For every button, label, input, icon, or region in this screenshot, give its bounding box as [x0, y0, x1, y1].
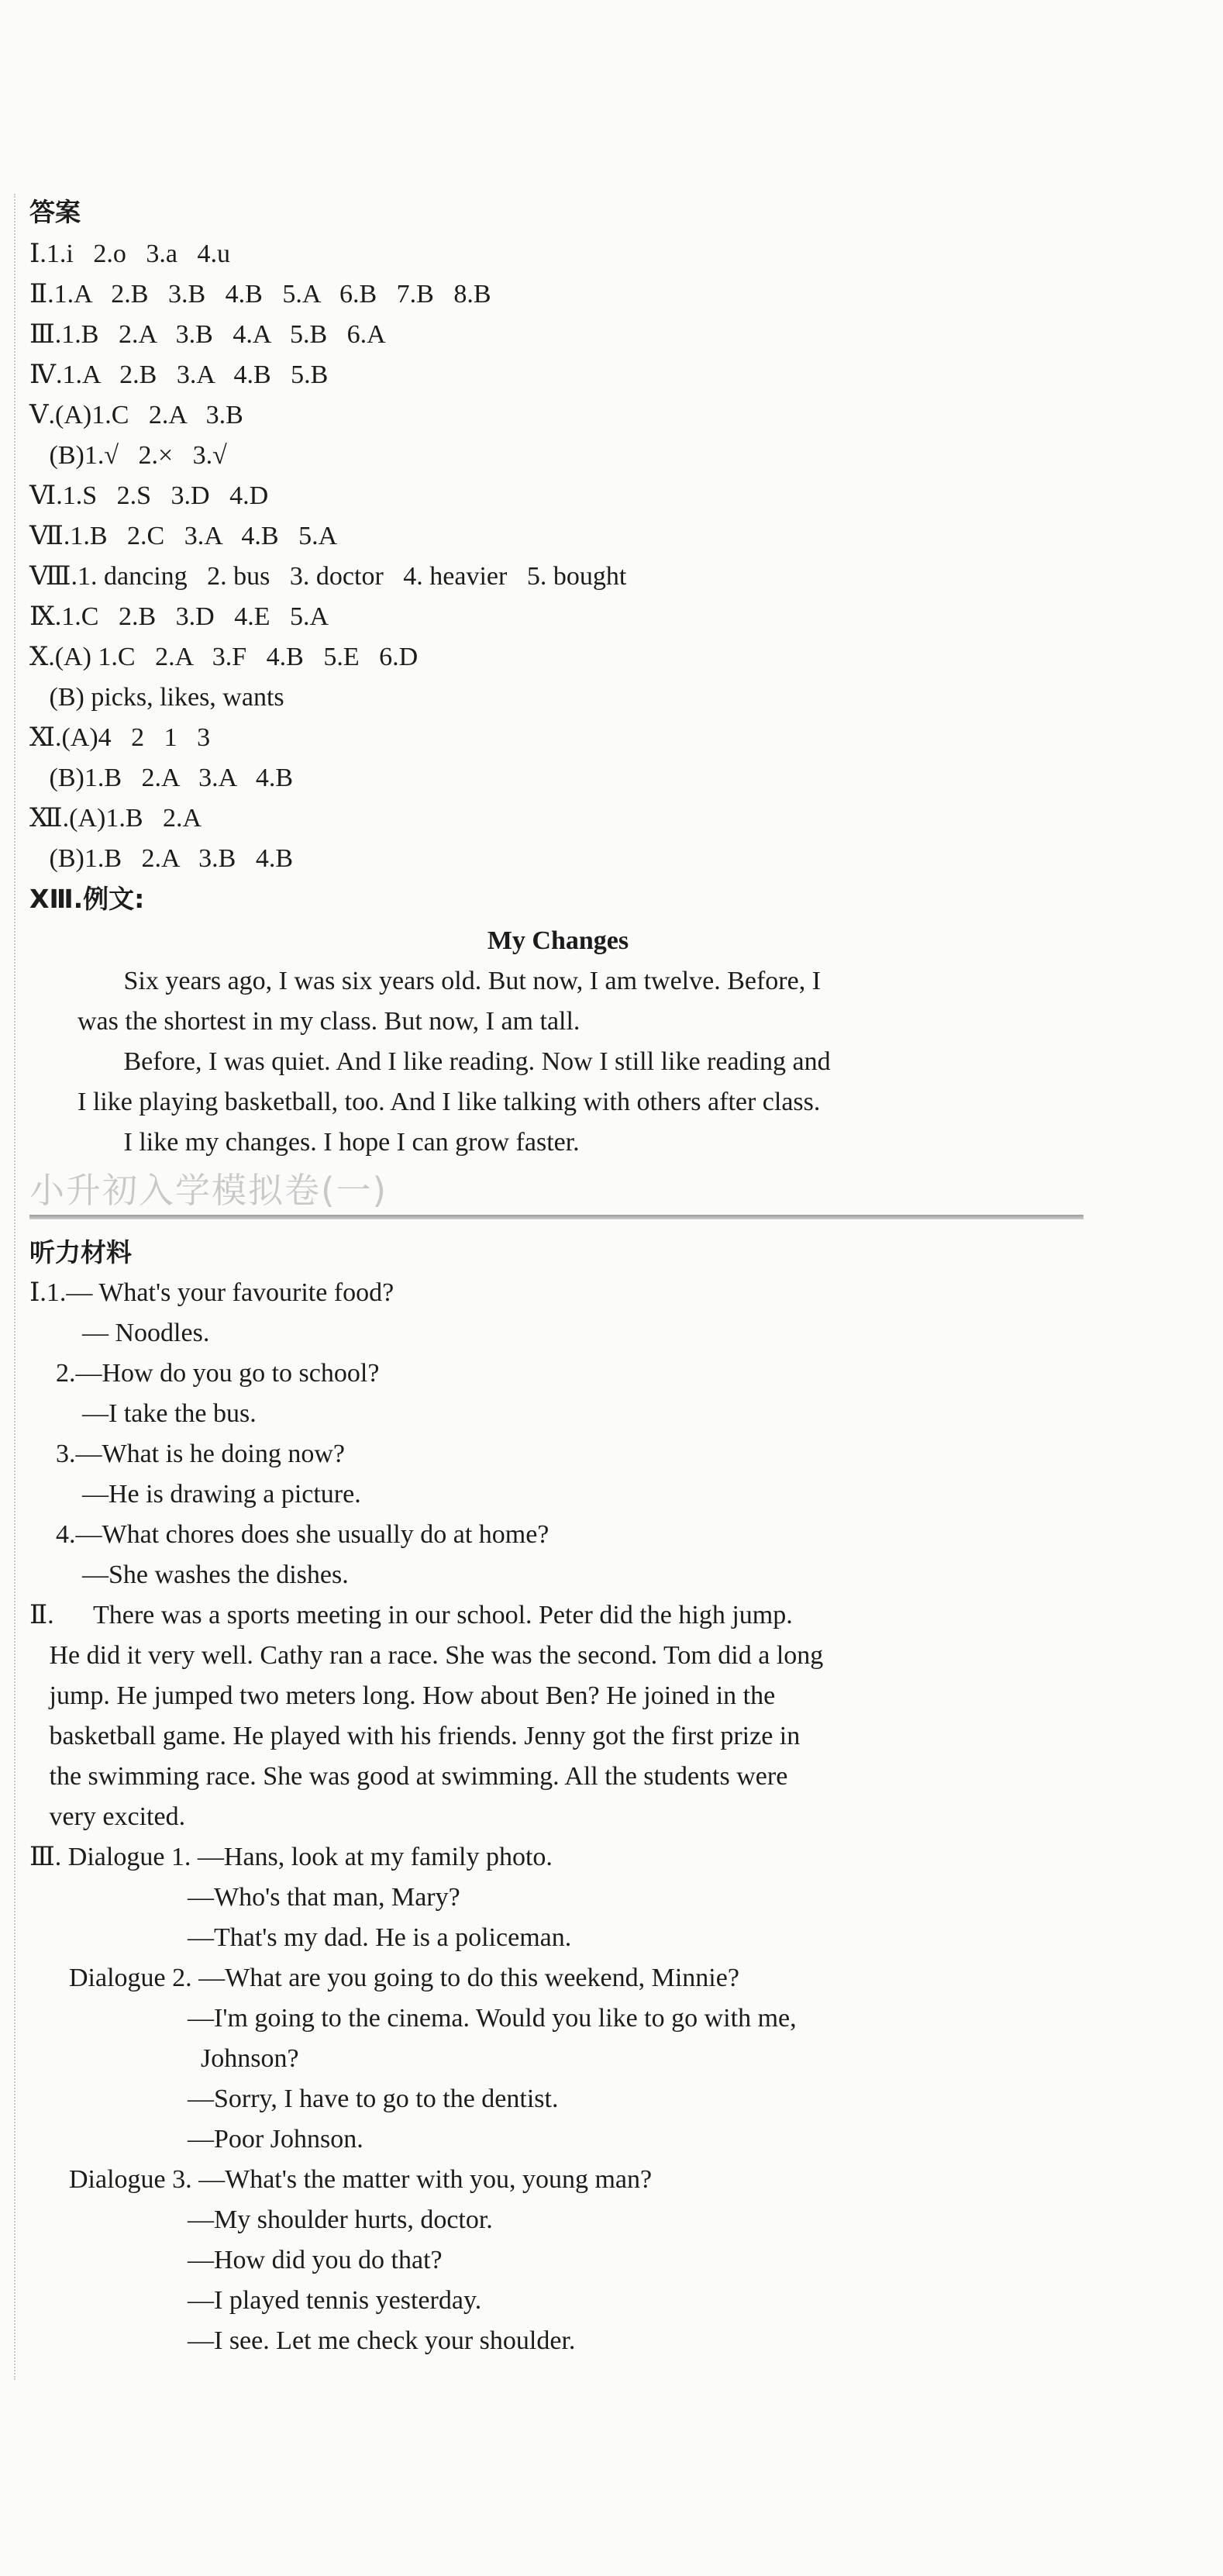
essay-line: I like my changes. I hope I can grow faster. [78, 1128, 580, 1157]
listening-line: Dialogue 3. —What's the matter with you, young man? [29, 2165, 653, 2194]
listening-line: jump. He jumped two meters long. How about Ben? He joined in the [29, 1681, 776, 1710]
listening-line: Ⅲ. Dialogue 1. —Hans, look at my family photo. [29, 1843, 553, 1871]
answer-line: (B)1.B 2.A 3.B 4.B [29, 844, 294, 873]
essay-line: Before, I was quiet. And I like reading. Now I still like reading and [78, 1047, 831, 1076]
answer-line: Ⅳ.1.A 2.B 3.A 4.B 5.B [29, 360, 329, 389]
listening-line: He did it very well. Cathy ran a race. She was the second. Tom did a long [29, 1641, 824, 1670]
listening-line: Ⅱ. There was a sports meeting in our school. Peter did the high jump. [29, 1601, 793, 1629]
listening-line: —He is drawing a picture. [29, 1480, 361, 1509]
answer-line: Ⅷ.1. dancing 2. bus 3. doctor 4. heavier 5. bought [29, 562, 627, 591]
listening-line: — Noodles. [29, 1319, 210, 1347]
answer-line: Ⅴ.(A)1.C 2.A 3.B [29, 401, 243, 429]
answer-line: Ⅵ.1.S 2.S 3.D 4.D [29, 481, 269, 510]
example-essay-label: ⅩⅢ.例文: [29, 884, 145, 914]
listening-line: —Poor Johnson. [29, 2125, 363, 2154]
answer-line: Ⅰ.1.i 2.o 3.a 4.u [29, 240, 230, 268]
listening-line: —I see. Let me check your shoulder. [29, 2326, 576, 2355]
listening-line: —How did you do that? [29, 2246, 443, 2274]
answers-heading: 答案 [29, 197, 81, 227]
answer-line: (B)1.√ 2.× 3.√ [29, 441, 227, 470]
answer-line: Ⅻ.(A)1.B 2.A [29, 804, 202, 833]
answer-line: Ⅱ.1.A 2.B 3.B 4.B 5.A 6.B 7.B 8.B [29, 280, 491, 309]
listening-line: Ⅰ.1.— What's your favourite food? [29, 1278, 394, 1307]
listening-line: —Who's that man, Mary? [29, 1883, 460, 1912]
answer-line: Ⅹ.(A) 1.C 2.A 3.F 4.B 5.E 6.D [29, 643, 419, 671]
listening-line: —My shoulder hurts, doctor. [29, 2205, 493, 2234]
essay-line: was the shortest in my class. But now, I am tall. [78, 1007, 580, 1036]
essay-title: My Changes [487, 926, 629, 955]
listening-line: 4.—What chores does she usually do at home? [29, 1520, 549, 1549]
margin-dotted-line [14, 194, 16, 2380]
listening-line: —That's my dad. He is a policeman. [29, 1923, 572, 1952]
answer-line: Ⅸ.1.C 2.B 3.D 4.E 5.A [29, 602, 329, 631]
listening-heading: 听力材料 [29, 1237, 132, 1267]
listening-line: —She washes the dishes. [29, 1560, 349, 1589]
section-banner: 小升初入学模拟卷(一) [29, 1170, 388, 1211]
essay-line: Six years ago, I was six years old. But now, I am twelve. Before, I [78, 967, 822, 995]
listening-line: —Sorry, I have to go to the dentist. [29, 2085, 559, 2113]
listening-line: the swimming race. She was good at swimming. All the students were [29, 1762, 788, 1791]
answer-line: (B)1.B 2.A 3.A 4.B [29, 764, 294, 792]
section-divider [29, 1215, 1083, 1219]
listening-line: —I played tennis yesterday. [29, 2286, 482, 2315]
listening-line: —I take the bus. [29, 1399, 257, 1428]
listening-line: basketball game. He played with his friends. Jenny got the first prize in [29, 1722, 801, 1750]
listening-line: 3.—What is he doing now? [29, 1440, 345, 1468]
listening-line: —I'm going to the cinema. Would you like to go with me, [29, 2004, 797, 2033]
listening-line: Johnson? [29, 2044, 299, 2073]
listening-line: 2.—How do you go to school? [29, 1359, 380, 1388]
answer-line: Ⅲ.1.B 2.A 3.B 4.A 5.B 6.A [29, 320, 386, 349]
essay-line: I like playing basketball, too. And I like talking with others after class. [78, 1088, 821, 1116]
answer-line: (B) picks, likes, wants [29, 683, 284, 712]
answer-line: Ⅶ.1.B 2.C 3.A 4.B 5.A [29, 522, 338, 550]
listening-line: very excited. [29, 1802, 186, 1831]
listening-line: Dialogue 2. —What are you going to do this weekend, Minnie? [29, 1964, 739, 1992]
answer-line: Ⅺ.(A)4 2 1 3 [29, 723, 211, 752]
